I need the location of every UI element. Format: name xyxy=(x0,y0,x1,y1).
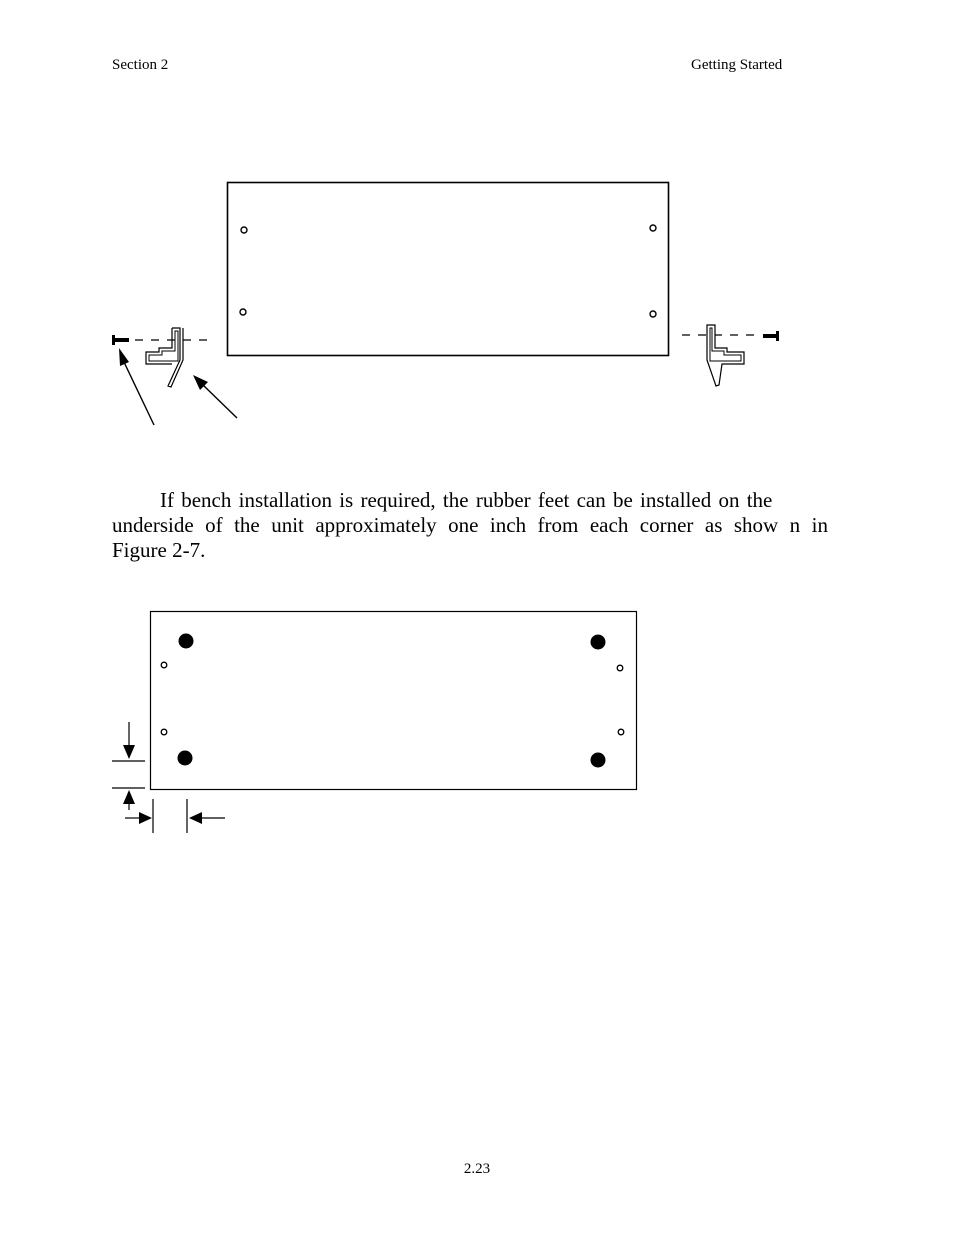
unit-front-panel xyxy=(228,183,669,356)
vertical-dimension-marker xyxy=(112,722,145,810)
rubber-foot xyxy=(178,751,193,766)
rubber-foot xyxy=(591,753,606,768)
bench-installation-paragraph xyxy=(112,488,828,563)
left-screw xyxy=(112,335,129,345)
right-screw xyxy=(763,331,779,341)
rubber-feet-figure xyxy=(0,600,954,840)
left-rack-bracket xyxy=(146,328,183,387)
screw-hole xyxy=(618,729,624,735)
mounting-hole xyxy=(650,311,656,317)
unit-underside-outline xyxy=(151,612,637,790)
bracket-leader-arrow xyxy=(193,375,237,418)
page-number: 2.23 xyxy=(463,1161,491,1177)
screw-hole xyxy=(617,665,623,671)
rack-mount-figure xyxy=(0,170,954,440)
rubber-foot xyxy=(179,634,194,649)
chapter-title: Getting Started xyxy=(691,57,783,73)
section-label: Section 2 xyxy=(112,57,169,73)
mounting-hole xyxy=(650,225,656,231)
paragraph-line: Figure 2-7. xyxy=(112,538,206,562)
paragraph-line: underside of the unit approximately one inch from each corner as show n in xyxy=(112,513,828,537)
screw-hole xyxy=(161,662,167,668)
horizontal-dimension-marker xyxy=(125,799,225,833)
mounting-hole xyxy=(240,309,246,315)
screw-hole xyxy=(161,729,167,735)
rubber-foot xyxy=(591,635,606,650)
mounting-hole xyxy=(241,227,247,233)
paragraph-line: If bench installation is required, the rubber feet can be installed on the xyxy=(160,488,773,512)
